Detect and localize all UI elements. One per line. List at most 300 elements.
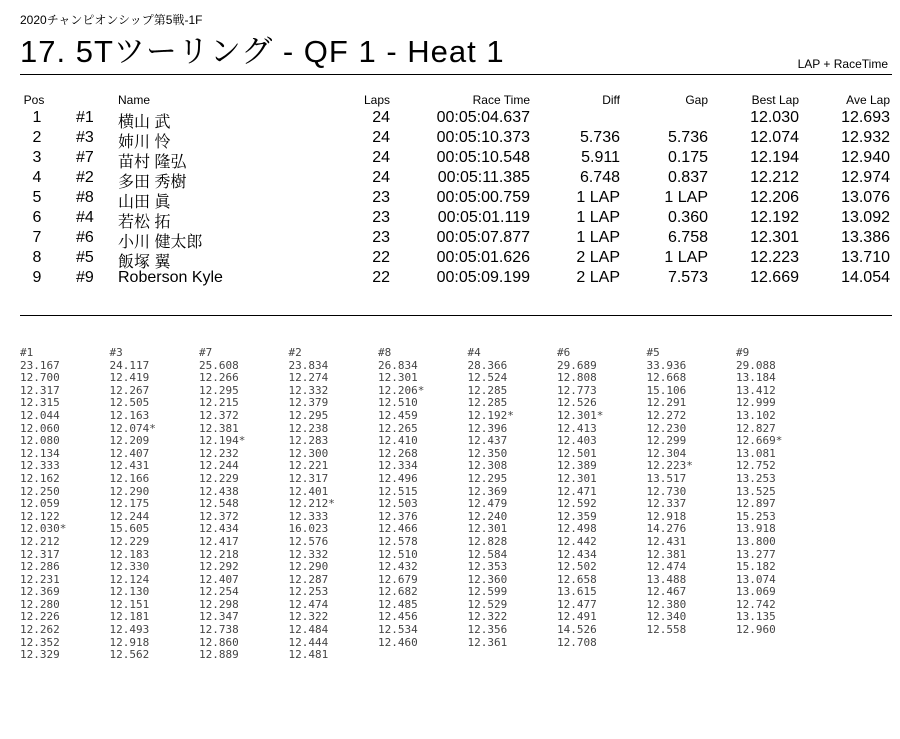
lap-time: 12.333 [20, 459, 60, 473]
results-table [20, 93, 890, 289]
lap-time: 12.030* [20, 522, 67, 536]
table-row [20, 129, 890, 149]
lap-time: 15.605 [109, 522, 150, 536]
cell-name: Roberson Kyle [118, 269, 223, 286]
lap-time: 13.074 [736, 572, 776, 586]
lap-time: 26.834 [378, 358, 418, 372]
lap-time: 12.410 [378, 434, 418, 448]
cell-diff: 2 LAP [576, 249, 620, 266]
col-ave-lap-header: Ave Lap [846, 93, 890, 107]
lap-time: 13.615 [557, 585, 597, 599]
cell-no: #8 [76, 189, 94, 206]
lap-time: 12.226 [20, 610, 60, 624]
cell-best-lap: 12.212 [750, 169, 799, 186]
lap-time: 12.295 [288, 408, 329, 422]
lap-time: 12.299 [646, 434, 687, 448]
cell-name: 苗村 隆弘 [118, 154, 187, 171]
cell-name: 飯塚 翼 [118, 254, 171, 271]
table-row [20, 249, 890, 269]
cell-ave-lap: 12.932 [841, 129, 890, 146]
cell-race-time: 00:05:07.877 [436, 229, 530, 246]
col-gap-header: Gap [685, 93, 708, 107]
lap-column-car: #9 [736, 346, 750, 359]
cell-diff: 5.911 [581, 149, 620, 166]
cell-ave-lap: 12.940 [841, 149, 890, 166]
lap-time: 12.301 [378, 371, 418, 385]
lap-time: 16.023 [288, 522, 329, 536]
lap-time: 12.668 [646, 371, 687, 385]
lap-time: 14.276 [646, 522, 687, 536]
lap-time: 12.444 [288, 635, 329, 649]
lap-time: 12.526 [557, 396, 597, 410]
lap-column-car: #1 [20, 346, 34, 359]
lap-time: 12.558 [646, 623, 687, 637]
lap-time: 13.800 [736, 534, 776, 548]
cell-best-lap: 12.669 [750, 269, 799, 286]
lap-time: 12.240 [467, 509, 508, 523]
lap-time: 12.295 [199, 383, 239, 397]
cell-gap: 1 LAP [664, 189, 708, 206]
lap-time: 12.229 [109, 534, 150, 548]
cell-no: #9 [76, 269, 94, 286]
lap-time: 12.360 [467, 572, 508, 586]
lap-time: 12.340 [646, 610, 687, 624]
lap-time: 12.501 [557, 446, 597, 460]
lap-time: 12.372 [199, 509, 239, 523]
table-row [20, 149, 890, 169]
lap-time: 12.194* [199, 434, 246, 448]
lap-time: 12.515 [378, 484, 418, 498]
lap-time: 12.510 [378, 547, 418, 561]
lap-column-car: #8 [378, 346, 392, 359]
lap-time: 12.352 [20, 635, 60, 649]
lap-time: 12.496 [378, 471, 418, 485]
lap-time: 12.286 [20, 560, 60, 574]
cell-diff: 6.748 [579, 169, 620, 186]
lap-time: 12.124 [109, 572, 150, 586]
lap-time: 12.576 [288, 534, 329, 548]
table-row [20, 269, 890, 289]
cell-laps: 24 [372, 169, 390, 186]
lap-time: 12.231 [20, 572, 60, 586]
lap-time: 12.442 [557, 534, 597, 548]
lap-time: 28.366 [467, 358, 508, 372]
lap-time: 12.332 [288, 383, 329, 397]
lap-time: 12.044 [20, 408, 60, 422]
cell-pos: 9 [32, 269, 42, 286]
lap-time: 12.301 [467, 522, 508, 536]
lap-time: 12.584 [467, 547, 508, 561]
lap-time: 12.274 [288, 371, 329, 385]
lap-time: 12.298 [199, 597, 239, 611]
cell-laps: 23 [372, 189, 390, 206]
section-divider [20, 315, 892, 316]
cell-no: #7 [76, 149, 94, 166]
lap-time: 12.889 [199, 648, 239, 662]
lap-time: 12.396 [467, 421, 508, 435]
lap-time: 12.827 [736, 421, 776, 435]
lap-time: 13.525 [736, 484, 776, 498]
lap-time: 12.379 [288, 396, 329, 410]
lap-time: 12.059 [20, 497, 60, 511]
lap-time: 12.808 [557, 371, 597, 385]
lap-time: 12.229 [199, 471, 239, 485]
lap-time: 12.181 [109, 610, 150, 624]
lap-time: 13.081 [736, 446, 776, 460]
cell-no: #3 [76, 129, 94, 146]
col-pos-header: Pos [23, 93, 45, 107]
lap-time: 12.317 [20, 547, 60, 561]
lap-time: 12.130 [109, 585, 150, 599]
cell-ave-lap: 13.076 [841, 189, 890, 206]
cell-gap: 0.175 [667, 149, 708, 166]
lap-time: 12.332 [288, 547, 329, 561]
lap-time: 24.117 [109, 358, 150, 372]
lap-time: 12.381 [199, 421, 239, 435]
lap-time: 12.432 [378, 560, 418, 574]
cell-diff: 2 LAP [576, 269, 620, 286]
table-row [20, 169, 890, 189]
col-name-header: Name [118, 93, 151, 107]
cell-race-time: 00:05:01.626 [436, 249, 530, 266]
cell-no: #4 [76, 209, 94, 226]
cell-race-time: 00:05:10.373 [436, 129, 530, 146]
lap-time: 12.438 [199, 484, 239, 498]
cell-gap: 5.736 [667, 129, 708, 146]
lap-time: 12.223* [646, 459, 693, 473]
lap-time: 12.474 [646, 560, 687, 574]
cell-no: #6 [76, 229, 94, 246]
lap-time: 14.526 [557, 623, 597, 637]
cell-laps: 24 [372, 109, 390, 126]
lap-time: 12.322 [288, 610, 329, 624]
cell-laps: 24 [372, 129, 390, 146]
cell-name: 小川 健太郎 [118, 234, 203, 251]
lap-time: 12.291 [646, 396, 687, 410]
lap-time: 12.897 [736, 497, 776, 511]
col-best-lap-header: Best Lap [751, 93, 799, 107]
lap-time: 12.280 [20, 597, 60, 611]
lap-time: 15.106 [646, 383, 687, 397]
lap-time: 12.151 [109, 597, 150, 611]
lap-time: 12.353 [467, 560, 508, 574]
cell-gap: 0.837 [667, 169, 708, 186]
cell-no: #1 [76, 109, 94, 126]
cell-race-time: 00:05:09.199 [436, 269, 530, 286]
lap-time: 12.372 [199, 408, 239, 422]
lap-time: 12.350 [467, 446, 508, 460]
lap-time: 12.166 [109, 471, 150, 485]
cell-no: #2 [76, 169, 94, 186]
lap-time: 12.918 [646, 509, 687, 523]
cell-pos: 1 [32, 109, 42, 126]
lap-time: 12.290 [109, 484, 150, 498]
cell-laps: 24 [372, 149, 390, 166]
lap-time: 12.505 [109, 396, 150, 410]
lap-time: 12.679 [378, 572, 418, 586]
lap-time: 12.285 [467, 383, 508, 397]
lap-time: 33.936 [646, 358, 687, 372]
lap-time: 12.238 [288, 421, 329, 435]
lap-time: 13.488 [646, 572, 687, 586]
lap-column [378, 347, 424, 649]
lap-time: 13.069 [736, 585, 776, 599]
lap-time: 12.474 [288, 597, 329, 611]
col-diff-header: Diff [602, 93, 620, 107]
lap-time: 12.347 [199, 610, 239, 624]
lap-time: 12.287 [288, 572, 329, 586]
lap-time: 12.403 [557, 434, 597, 448]
cell-gap: 0.360 [667, 209, 708, 226]
cell-ave-lap: 14.054 [841, 269, 890, 286]
lap-time: 12.209 [109, 434, 150, 448]
lap-time: 12.334 [378, 459, 418, 473]
header-divider [20, 74, 892, 75]
table-row [20, 229, 890, 249]
lap-time: 12.381 [646, 547, 687, 561]
lap-time: 12.524 [467, 371, 508, 385]
lap-time: 12.434 [557, 547, 597, 561]
cell-name: 姉川 怜 [118, 134, 171, 151]
cell-diff: 1 LAP [576, 229, 620, 246]
lap-time: 12.301 [557, 471, 597, 485]
lap-time: 12.183 [109, 547, 150, 561]
cell-ave-lap: 13.386 [841, 229, 890, 246]
lap-time: 12.122 [20, 509, 60, 523]
lap-time: 25.608 [199, 358, 239, 372]
lap-time: 12.329 [20, 648, 60, 662]
col-laps-header: Laps [363, 93, 390, 107]
lap-time: 12.481 [288, 648, 329, 662]
lap-time: 12.232 [199, 446, 239, 460]
lap-time: 12.244 [109, 509, 150, 523]
lap-time: 12.752 [736, 459, 776, 473]
lap-time: 12.578 [378, 534, 418, 548]
cell-ave-lap: 13.710 [841, 249, 890, 266]
lap-time: 12.431 [109, 459, 150, 473]
lap-time: 12.484 [288, 623, 329, 637]
lap-time: 29.689 [557, 358, 597, 372]
lap-time: 12.317 [288, 471, 329, 485]
lap-time: 12.265 [378, 421, 418, 435]
lap-time: 12.389 [557, 459, 597, 473]
lap-time: 12.599 [467, 585, 508, 599]
cell-pos: 2 [32, 129, 42, 146]
lap-time: 12.773 [557, 383, 597, 397]
lap-time: 13.102 [736, 408, 776, 422]
lap-time: 12.708 [557, 635, 597, 649]
lap-column-car: #4 [467, 346, 481, 359]
lap-time: 12.268 [378, 446, 418, 460]
lap-column-car: #3 [109, 346, 123, 359]
lap-time: 12.669* [736, 434, 783, 448]
lap-time: 12.534 [378, 623, 418, 637]
lap-time: 12.215 [199, 396, 239, 410]
lap-column-car: #2 [288, 346, 302, 359]
lap-time: 12.548 [199, 497, 239, 511]
lap-time: 12.304 [646, 446, 687, 460]
lap-time: 12.060 [20, 421, 60, 435]
lap-time: 12.175 [109, 497, 150, 511]
table-row [20, 209, 890, 229]
lap-time: 12.262 [20, 623, 60, 637]
cell-gap: 1 LAP [664, 249, 708, 266]
lap-time: 12.283 [288, 434, 329, 448]
cell-best-lap: 12.223 [750, 249, 799, 266]
lap-time: 13.918 [736, 522, 776, 536]
table-row [20, 109, 890, 129]
lap-time: 12.080 [20, 434, 60, 448]
lap-time: 12.292 [199, 560, 239, 574]
lap-time: 12.356 [467, 623, 508, 637]
lap-time: 12.301* [557, 408, 604, 422]
lap-time: 12.498 [557, 522, 597, 536]
lap-time: 12.960 [736, 623, 776, 637]
lap-time: 12.300 [288, 446, 329, 460]
lap-time: 12.212* [288, 497, 335, 511]
cell-laps: 23 [372, 229, 390, 246]
lap-time: 12.266 [199, 371, 239, 385]
col-race-time-header: Race Time [472, 93, 530, 107]
lap-time: 12.407 [109, 446, 150, 460]
cell-best-lap: 12.194 [750, 149, 799, 166]
lap-time: 12.431 [646, 534, 687, 548]
cell-no: #5 [76, 249, 94, 266]
lap-time: 12.322 [467, 610, 508, 624]
cell-race-time: 00:05:11.385 [437, 169, 530, 186]
lap-time: 12.437 [467, 434, 508, 448]
cell-pos: 8 [32, 249, 42, 266]
lap-time: 12.529 [467, 597, 508, 611]
lap-time: 12.477 [557, 597, 597, 611]
lap-time: 12.253 [288, 585, 329, 599]
lap-column-car: #6 [557, 346, 571, 359]
lap-time: 12.491 [557, 610, 597, 624]
cell-laps: 22 [372, 249, 390, 266]
cell-race-time: 00:05:04.637 [436, 109, 530, 126]
lap-time: 13.253 [736, 471, 776, 485]
lap-time: 12.369 [467, 484, 508, 498]
cell-diff: 5.736 [579, 129, 620, 146]
cell-name: 若松 拓 [118, 214, 171, 231]
lap-column [199, 347, 245, 662]
lap-time: 13.412 [736, 383, 776, 397]
lap-time: 12.134 [20, 446, 60, 460]
lap-time: 12.999 [736, 396, 776, 410]
cell-pos: 6 [32, 209, 42, 226]
lap-time: 12.658 [557, 572, 597, 586]
lap-column [289, 347, 335, 662]
lap-time: 12.308 [467, 459, 508, 473]
lap-time: 12.369 [20, 585, 60, 599]
lap-time: 13.517 [646, 471, 687, 485]
lap-column [110, 347, 156, 662]
cell-best-lap: 12.206 [750, 189, 799, 206]
lap-time: 12.479 [467, 497, 508, 511]
lap-column-car: #7 [199, 346, 213, 359]
lap-time: 12.230 [646, 421, 687, 435]
cell-race-time: 00:05:00.759 [436, 189, 530, 206]
lap-column [557, 347, 603, 649]
lap-time: 12.700 [20, 371, 60, 385]
lap-time: 12.401 [288, 484, 329, 498]
lap-time: 12.417 [199, 534, 239, 548]
lap-time: 12.212 [20, 534, 60, 548]
lap-time: 12.419 [109, 371, 150, 385]
cell-name: 山田 眞 [118, 194, 171, 211]
lap-time: 23.167 [20, 358, 60, 372]
results-header-row [20, 93, 890, 109]
lap-time: 12.221 [288, 459, 329, 473]
lap-time: 12.828 [467, 534, 508, 548]
lap-time: 12.485 [378, 597, 418, 611]
lap-time: 12.337 [646, 497, 687, 511]
lap-time: 12.503 [378, 497, 418, 511]
lap-time: 29.088 [736, 358, 776, 372]
lap-time: 12.460 [378, 635, 418, 649]
lap-time: 12.192* [467, 408, 514, 422]
cell-best-lap: 12.074 [750, 129, 799, 146]
lap-time: 12.218 [199, 547, 239, 561]
lap-time: 23.834 [288, 358, 329, 372]
lap-time: 12.361 [467, 635, 508, 649]
lap-time: 12.162 [20, 471, 60, 485]
lap-time: 12.244 [199, 459, 239, 473]
table-row [20, 189, 890, 209]
cell-laps: 22 [372, 269, 390, 286]
cell-diff: 1 LAP [576, 209, 620, 226]
cell-pos: 3 [32, 149, 42, 166]
lap-column-car: #5 [646, 346, 660, 359]
cell-best-lap: 12.192 [750, 209, 799, 226]
cell-laps: 23 [372, 209, 390, 226]
lap-time: 12.250 [20, 484, 60, 498]
mode-label: LAP + RaceTime [797, 57, 888, 71]
lap-time: 15.253 [736, 509, 776, 523]
lap-time: 12.860 [199, 635, 239, 649]
lap-time: 12.330 [109, 560, 150, 574]
lap-time: 12.163 [109, 408, 150, 422]
lap-time: 12.333 [288, 509, 329, 523]
lap-time: 12.738 [199, 623, 239, 637]
lap-time: 12.380 [646, 597, 687, 611]
cell-name: 多田 秀樹 [118, 174, 187, 191]
lap-time: 12.267 [109, 383, 150, 397]
lap-time: 12.074* [109, 421, 156, 435]
lap-time: 12.730 [646, 484, 687, 498]
lap-time: 12.510 [378, 396, 418, 410]
lap-time: 12.359 [557, 509, 597, 523]
cell-gap: 7.573 [667, 269, 708, 286]
lap-time: 12.376 [378, 509, 418, 523]
lap-time: 15.182 [736, 560, 776, 574]
lap-time: 12.290 [288, 560, 329, 574]
cell-pos: 7 [32, 229, 42, 246]
lap-column [468, 347, 514, 649]
lap-time: 12.456 [378, 610, 418, 624]
cell-race-time: 00:05:01.119 [437, 209, 530, 226]
event-name: 2020チャンピオンシップ第5戦-1F [20, 13, 203, 27]
lap-time: 12.918 [109, 635, 150, 649]
lap-time: 12.407 [199, 572, 239, 586]
cell-ave-lap: 12.974 [841, 169, 890, 186]
lap-time: 12.272 [646, 408, 687, 422]
lap-time: 12.315 [20, 396, 60, 410]
cell-race-time: 00:05:10.548 [436, 149, 530, 166]
lap-time: 13.135 [736, 610, 776, 624]
lap-time: 12.317 [20, 383, 60, 397]
lap-time: 12.471 [557, 484, 597, 498]
